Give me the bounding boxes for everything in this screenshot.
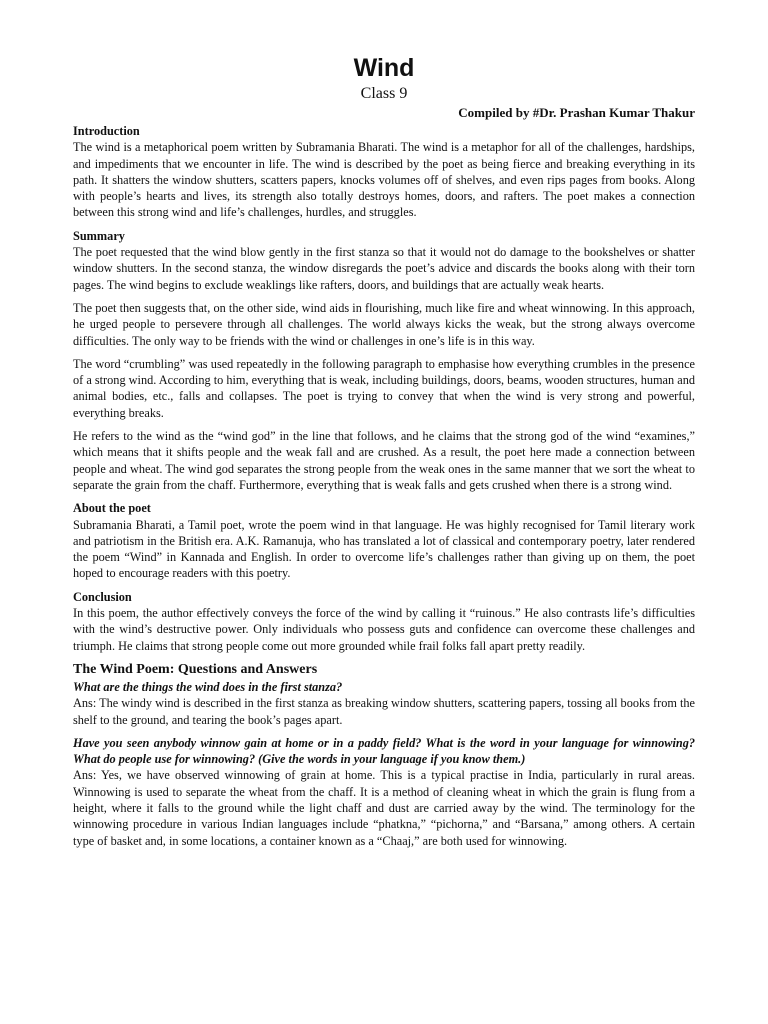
answer-text: Ans: The windy wind is described in the first stanza as breaking window shutters, scattering papers, tossing all books from the shelf to the ground, and tearing the book’s pages apart. bbox=[73, 696, 696, 727]
document-title: Wind bbox=[353, 54, 415, 82]
conclusion-paragraph: In this poem, the author effectively conveys the force of the wind by calling it “ruinous.” He also contrasts life’s difficulties with the wind’s destructive power. Only individuals who possess guts and confidence can overcome these challenges and triumph. He claims that strong people come out more grounded while frail folks fall apart pretty readily. bbox=[73, 606, 695, 653]
introduction-section bbox=[73, 123, 695, 221]
question-text: What are the things the wind does in the first stanza? bbox=[73, 679, 343, 694]
answer-text: Ans: Yes, we have observed winnowing of grain at home. This is a typical practise in India, particularly in rural areas. Winnowing is used to separate the wheat from the chaff. It is a method of cleaning wheat in which the grain is flung from a height, where it falls to the ground while the light chaff and dust are carried away by the wind. The terminology for the winnowing procedure in various Indian languages include “phatkna,” “pichorna,” and “Barsana,” among others. A certain type of basket and, in some locations, a container known as a “Chaaj,” are both used for winnowing. bbox=[73, 768, 695, 848]
about-poet-paragraph: Subramania Bharati, a Tamil poet, wrote the poem wind in that language. He was highly recognised for Tamil literary work and patriotism in the British era. A.K. Ramanuja, who has translated a lot of classical and contemporary poetry, later rendered the poem “Wind” in Kannada and English. In order to overcome life’s challenges rather than giving up on them, the poet hoped to encourage readers with this poetry. bbox=[73, 517, 695, 581]
introduction-heading: Introduction bbox=[73, 124, 140, 138]
summary-heading: Summary bbox=[73, 228, 125, 243]
author-byline: Compiled by #Dr. Prashan Kumar Thakur bbox=[458, 105, 695, 120]
document-subtitle: Class 9 bbox=[360, 85, 408, 102]
qa-section bbox=[73, 661, 695, 849]
summary-section bbox=[73, 228, 695, 493]
conclusion-section bbox=[73, 589, 695, 654]
question-text: Have you seen anybody winnow gain at home or in a paddy field? What is the word in your language for winnowing? What do people use for winnowing? (Give the words in your language if you know them.) bbox=[73, 735, 695, 767]
summary-paragraph: He refers to the wind as the “wind god” in the line that follows, and he claims that the strong god of the wind “examines,” which means that it shifts people and the weak fall and are crushed. As a result, the poet here made a connection between people and wheat. The wind god separates the strong people from the weak ones in the same manner that we sort the wheat to separate the grain from the chaff. Furthermore, everything that is weak falls and gets crushed when there is a strong wind. bbox=[73, 429, 695, 492]
about-poet-heading: About the poet bbox=[73, 501, 151, 516]
document-page bbox=[73, 52, 695, 856]
summary-paragraph: The poet requested that the wind blow gently in the first stanza so that it would not do damage to the bookshelves or shatter window shutters. In the second stanza, the window disregards the poet’s advice and discards the books along with their torn pages. The wind begins to exclude weaklings like rafters, doors, and buildings that are actually weak hearts. bbox=[73, 245, 695, 292]
summary-paragraph: The poet then suggests that, on the other side, wind aids in flourishing, much like fire and wheat winnowing. In this approach, he urged people to persevere through all challenges. The world always kicks the weak, but the strong always overcome difficulties. The only way to be friends with the wind or challenges in one’s life is in this way. bbox=[73, 300, 695, 348]
introduction-paragraph: The wind is a metaphorical poem written by Subramania Bharati. The wind is a metaphor for all of the challenges, hardships, and impediments that we encounter in life. The wind is described by the poet as being fierce and breaking everything in its path. It shatters the window shutters, scatters papers, knocks volumes off of shelves, and even rips pages from books. Along with people’s hearts and lives, its strength also totally destroys homes, doors, and rafters. The poet makes a connection between this strong wind and life’s challenges, hurdles, and struggles. bbox=[73, 140, 695, 220]
conclusion-heading: Conclusion bbox=[73, 589, 132, 604]
qa-heading: The Wind Poem: Questions and Answers bbox=[73, 661, 318, 677]
summary-paragraph: The word “crumbling” was used repeatedly in the following paragraph to emphasise how everything crumbles in the presence of a strong wind. According to him, everything that is weak, including buildings, doors, beams, wooden structures, human and animal bodies, etc., falls and collapses. The poet is trying to convey that when the wind is very strong and powerful, everything breaks. bbox=[73, 356, 695, 420]
about-poet-section bbox=[73, 500, 695, 581]
